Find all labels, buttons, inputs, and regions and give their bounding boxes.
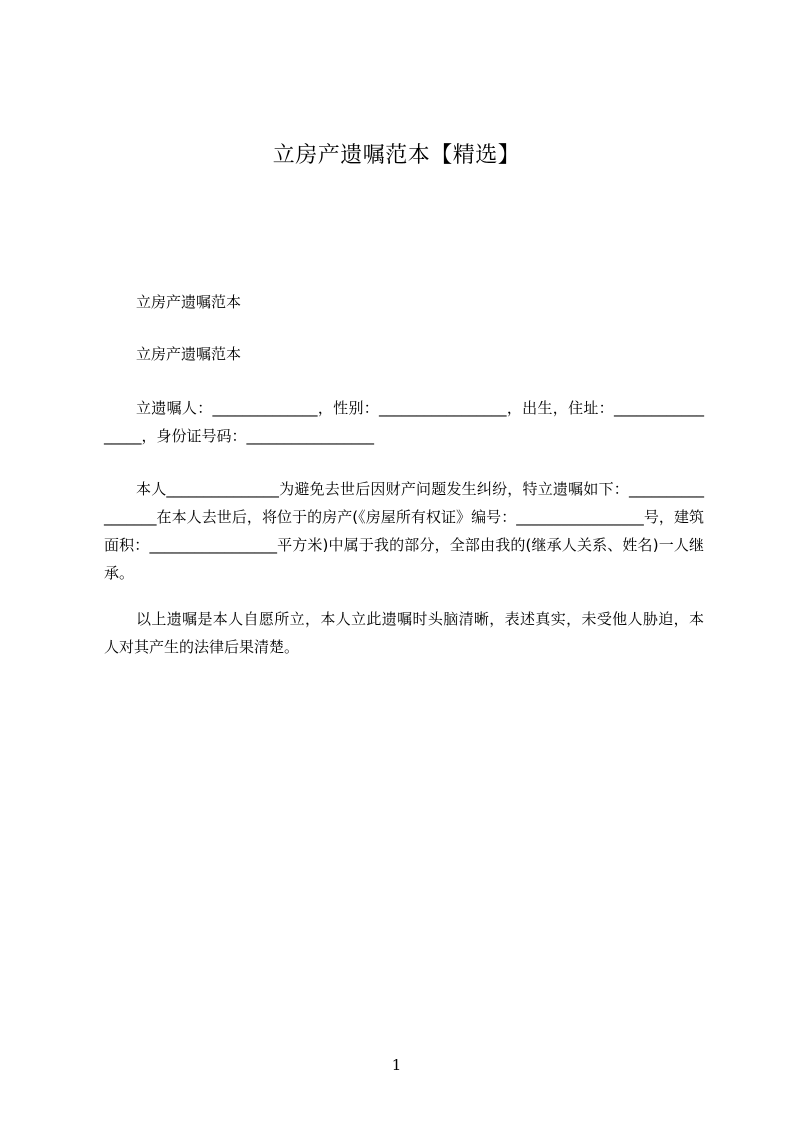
page-number: 1 bbox=[391, 1056, 402, 1074]
document-title: 立房产遗嘱范本【精选】 bbox=[272, 143, 521, 168]
paragraph-heading-1: 立房产遗嘱范本 bbox=[136, 293, 242, 311]
paragraph-testator-info: 立遗嘱人：______________，性别：_________________，出生，住址：_________________，身份证号码：_________________ bbox=[104, 399, 704, 445]
paragraph-will-content: 本人_______________为避免去世后因财产问题发生纠纷，特立遗嘱如下：_________________在本人去世后，将位于的房产(《房屋所有权证》编号：_________________号，建筑面积：_________________平方米)中属于我的部分，全部由我的(继承人关系、姓名)一人继承。 bbox=[104, 480, 704, 582]
paragraph-declaration: 以上遗嘱是本人自愿所立，本人立此遗嘱时头脑清晰，表述真实，未受他人胁迫，本人对其产生的法律后果清楚。 bbox=[104, 610, 704, 656]
paragraph-heading-2: 立房产遗嘱范本 bbox=[136, 345, 242, 363]
